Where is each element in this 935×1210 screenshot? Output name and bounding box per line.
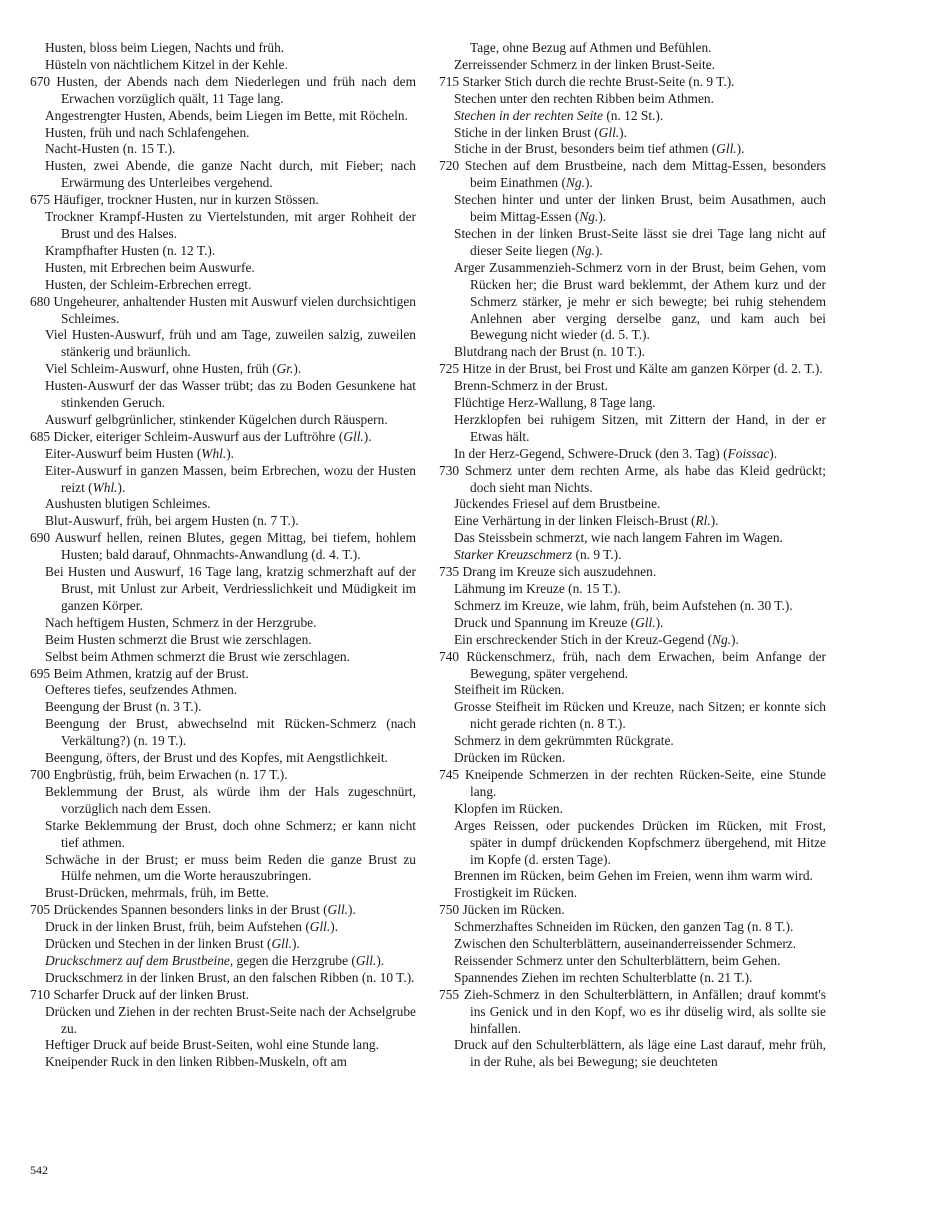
entry-text-end: ). [330,919,339,935]
entry-text-end: ). [376,952,385,968]
symptom-entry [30,125,416,142]
entry-text: Beklemmung der Brust, als würde ihm der Hals zugeschnürt, vorzüglich nach dem Essen. [45,783,416,816]
entry-text: Dicker, eiteriger Schleim-Auswurf aus der Luftröhre ( [53,428,344,444]
symptom-entry [30,74,416,108]
entry-text: Zieh-Schmerz in den Schulterblättern, in Anfällen; drauf kommt's ins Genick und in den Kopf, wo es ihr düselig wird, als sollte sie hinfallen. [463,986,826,1036]
entry-text: Zwischen den Schulterblättern, auseinanderreissender Schmerz. [454,936,797,952]
symptom-entry [439,767,826,801]
symptom-entry [30,108,416,125]
symptom-entry [439,564,826,581]
entry-text: Blutdrang nach der Brust (n. 10 T.). [454,344,646,360]
entry-text: Trockner Krampf-Husten zu Viertelstunden, mit arger Rohheit der Brust und des Halses. [45,209,416,241]
entry-text: Beim Athmen, kratzig auf der Brust. [53,665,249,681]
symptom-entry [30,40,416,57]
entry-text: Oefteres tiefes, seufzendes Athmen. [45,682,238,698]
entry-number: 680 [30,293,51,309]
entry-emphasis: Stechen in der rechten Seite [454,107,603,123]
entry-text: Beim Husten schmerzt die Brust wie zerschlagen. [45,631,312,647]
symptom-entry [30,767,416,784]
symptom-entry [30,987,416,1004]
entry-text: Heftiger Druck auf beide Brust-Seiten, wohl eine Stunde lang. [45,1037,379,1053]
symptom-entry [30,885,416,902]
entry-text: Beengung der Brust, abwechselnd mit Rücken-Schmerz (nach Verkältung?) (n. 19 T.). [45,716,416,749]
entry-text: Flüchtige Herz-Wallung, 8 Tage lang. [454,395,656,411]
entry-text: Eiter-Auswurf in ganzen Massen, beim Erbrechen, wozu der Husten reizt ( [45,462,416,495]
entry-number: 720 [439,158,460,174]
entry-text: Stiche in der Brust, besonders beim tief athmen ( [454,141,717,157]
entry-text: Lähmung im Kreuze (n. 15 T.). [454,581,621,596]
symptom-entry [30,158,416,192]
entry-text: Reissender Schmerz unter den Schulterblättern, beim Gehen. [454,952,781,968]
symptom-entry [439,682,826,699]
entry-text-end: ). [619,124,627,140]
entry-text: Husten, der Abends nach dem Niederlegen und früh nach dem Erwachen vorzüglich quält, 11 Tage lang. [56,73,416,106]
entry-number: 725 [439,361,460,377]
entry-source: Whl. [92,479,118,495]
entry-text: Viel Schleim-Auswurf, ohne Husten, früh ( [45,361,277,377]
entry-text: Viel Husten-Auswurf, früh und am Tage, zuweilen salzig, zuweilen stänkerig und bräunlich. [45,327,416,360]
entry-number: 715 [439,73,460,89]
entry-text-end: ). [584,175,593,191]
entry-text: Drücken und Ziehen in der rechten Brust-Seite nach der Achselgrube zu. [45,1003,416,1036]
entry-text: Stechen in der linken Brust-Seite lässt sie drei Tage lang nicht auf dieser Seite liegen ( [454,225,826,258]
symptom-entry [30,666,416,683]
entry-source: Ng. [712,631,732,647]
symptom-entry [439,818,826,869]
entry-number: 705 [30,902,51,918]
symptom-entry [439,141,826,158]
entry-text: Kneipender Ruck in den linken Ribben-Muskeln, oft am [45,1054,347,1070]
entry-text: Grosse Steifheit im Rücken und Kreuze, nach Sitzen; er konnte sich nicht gerade richten (n. 8 T.). [454,699,826,732]
symptom-entry [30,1004,416,1038]
entry-text-end: ). [655,614,664,630]
entry-text-end: ). [598,209,607,225]
symptom-entry [30,615,416,632]
symptom-entry [439,158,826,192]
entry-text: Eiter-Auswurf beim Husten ( [45,445,202,461]
entry-number: 690 [30,530,51,546]
entry-text-end: ). [363,428,372,444]
entry-text: Starker Stich durch die rechte Brust-Seite (n. 9 T.). [462,73,735,89]
entry-text: Ungeheurer, anhaltender Husten mit Auswurf vielen durchsichtigen Schleimes. [53,293,416,326]
symptom-entry [439,885,826,902]
entry-text: Eine Verhärtung in der linken Fleisch-Brust ( [454,513,696,529]
symptom-entry [439,598,826,615]
entry-text: Stechen auf dem Brustbeine, nach dem Mittag-Essen, besonders beim Einathmen ( [464,158,826,191]
entry-text: Tage, ohne Bezug auf Athmen und Befühlen. [470,40,712,55]
entry-text: Husten, bloss beim Liegen, Nachts und früh. [45,40,285,55]
entry-text: Schmerz in dem gekrümmten Rückgrate. [454,733,674,749]
entry-text: Angestrengter Husten, Abends, beim Liegen im Bette, mit Röcheln. [45,107,408,123]
entry-text: Drücken und Stechen in der linken Brust ( [45,936,272,952]
entry-text: Druckschmerz in der linken Brust, an den falschen Ribben (n. 10 T.). [45,969,415,985]
symptom-entry [30,378,416,412]
entry-number: 685 [30,428,51,444]
symptom-entry [439,513,826,530]
entry-text: Drückendes Spannen besonders links in der Brust ( [53,902,328,918]
symptom-entry [30,209,416,243]
entry-text: Hüsteln von nächtlichem Kitzel in der Kehle. [45,56,288,72]
symptom-entry [30,919,416,936]
symptom-entry [30,496,416,513]
entry-text: Blut-Auswurf, früh, bei argem Husten (n. 7 T.). [45,513,299,529]
entry-text: Brenn-Schmerz in der Brust. [454,378,608,394]
symptom-entry [30,784,416,818]
entry-text: Nach heftigem Husten, Schmerz in der Herzgrube. [45,614,317,630]
entry-text: Schmerzhaftes Schneiden im Rücken, den ganzen Tag (n. 8 T.). [454,919,794,935]
symptom-entry [30,412,416,429]
entry-text: Jückendes Friesel auf dem Brustbeine. [454,496,661,512]
entry-number: 745 [439,766,460,782]
page-number: 542 [30,1163,48,1177]
symptom-entry [30,682,416,699]
entry-source: Foissac [727,445,770,461]
entry-text: Das Steissbein schmerzt, wie nach langem Fahren im Wagen. [454,530,783,546]
entry-number: 710 [30,986,51,1002]
entry-text: Arger Zusammenzieh-Schmerz vorn in der Brust, beim Gehen, vom Rücken her; die Brust ward beklemmt, der Athem kurz und der Schmerz stärker, je mehr er sich bewegte; bei ruhig stehendem Anlehnen aber verging derselbe ganz, und kam auch bei Bewegung nicht wieder (d. 5. T.). [454,259,826,343]
right-column [439,40,826,1071]
entry-text: Auswurf gelbgrünlicher, stinkender Kügelchen durch Räuspern. [45,411,388,427]
symptom-entry [30,852,416,886]
entry-text: Bei Husten und Auswurf, 16 Tage lang, kratzig schmerzhaft auf der Brust, mit Unlust zur Arbeit, Verdriesslichkeit und Müdigkeit im ganzen Körper. [45,564,416,613]
symptom-entry [439,936,826,953]
entry-number: 750 [439,902,460,918]
entry-text: In der Herz-Gegend, Schwere-Druck (den 3. Tag) ( [454,445,728,461]
symptom-entry [439,919,826,936]
entry-number: 695 [30,665,51,681]
symptom-entry [30,936,416,953]
entry-source: Ng. [579,209,599,225]
symptom-entry [30,970,416,987]
entry-number: 700 [30,766,51,782]
entry-text: Aushusten blutigen Schleimes. [45,496,211,512]
entry-source: Gr. [276,361,294,377]
symptom-entry [439,868,826,885]
symptom-entry [30,513,416,530]
entry-source: Gll. [355,952,377,968]
symptom-entry [439,632,826,649]
symptom-entry [439,953,826,970]
symptom-entry [30,277,416,294]
symptom-entry [30,141,416,158]
entry-source: Rl. [695,513,711,529]
entry-source: Gll. [716,141,737,157]
entry-source: Ng. [575,242,595,258]
symptom-entry [439,446,826,463]
symptom-entry [30,953,416,970]
entry-text: Stiche in der linken Brust ( [454,124,599,140]
entry-text: Scharfer Druck auf der linken Brust. [53,986,250,1002]
symptom-entry [439,344,826,361]
symptom-entry [30,429,416,446]
entry-source: Ng. [565,175,585,191]
entry-text: Frostigkeit im Rücken. [454,885,578,901]
entry-text: Husten, früh und nach Schlafengehen. [45,124,250,140]
entry-text: Druck in der linken Brust, früh, beim Aufstehen ( [45,919,310,935]
symptom-entry [30,1037,416,1054]
symptom-entry [30,564,416,615]
symptom-entry [439,649,826,683]
symptom-entry [439,395,826,412]
symptom-entry [439,496,826,513]
entry-text: Engbrüstig, früh, beim Erwachen (n. 17 T.). [53,766,288,782]
entry-text: Schmerz im Kreuze, wie lahm, früh, beim Aufstehen (n. 30 T.). [454,597,793,613]
entry-source: Gll. [598,124,620,140]
entry-text: Arges Reissen, oder puckendes Drücken im Rücken, mit Frost, später in dumpf drückenden Kopfschmerz übergehend, mit Hitze im Kopfe (d. ersten Tage). [454,817,826,867]
symptom-entry [30,699,416,716]
symptom-entry [30,446,416,463]
symptom-entry [30,818,416,852]
entry-text-end: ). [348,902,356,918]
symptom-entry [439,463,826,497]
symptom-entry [439,970,826,987]
entry-text: Beengung, öfters, der Brust und des Kopfes, mit Aengstlichkeit. [45,750,388,766]
symptom-entry [439,412,826,446]
entry-text: Ein erschreckender Stich in der Kreuz-Gegend ( [454,631,713,647]
entry-text-end: ). [291,936,300,952]
entry-text-end: ). [769,445,778,461]
entry-number: 670 [30,73,51,89]
entry-text: Rückenschmerz, früh, nach dem Erwachen, beim Anfange der Bewegung, später vergehend. [466,648,826,681]
symptom-entry [30,192,416,209]
symptom-entry [439,750,826,767]
entry-text: Husten, der Schleim-Erbrechen erregt. [45,276,252,292]
symptom-entry [439,108,826,125]
entry-source: Gll. [309,919,331,935]
entry-text: Schmerz unter dem rechten Arme, als habe das Kleid gedrückt; doch sieht man Nichts. [464,462,826,495]
entry-text: Steifheit im Rücken. [454,682,565,698]
symptom-entry [30,243,416,260]
entry-text: Brust-Drücken, mehrmals, früh, im Bette. [45,885,269,901]
entry-number: 730 [439,462,460,478]
entry-text: Beengung der Brust (n. 3 T.). [45,699,202,715]
symptom-entry [30,750,416,767]
symptom-entry [439,530,826,547]
entry-text: Auswurf hellen, reinen Blutes, gegen Mittag, bei tiefem, hohlem Husten; bald darauf, Ohnmachts-Anwandlung (d. 4. T.). [54,530,417,563]
entry-text: Husten, mit Erbrechen beim Auswurfe. [45,259,255,275]
entry-text: Drang im Kreuze sich auszudehnen. [462,564,657,580]
entry-emphasis: Druckschmerz auf dem Brustbeine [45,952,230,968]
symptom-entry [439,57,826,74]
entry-text-end: ). [736,141,745,157]
symptom-entry [30,530,416,564]
entry-text-end: ). [117,479,126,495]
entry-number: 675 [30,192,51,208]
symptom-entry [439,902,826,919]
symptom-entry [439,547,826,564]
entry-text: Krampfhafter Husten (n. 12 T.). [45,242,216,258]
entry-text: Jücken im Rücken. [462,902,565,918]
entry-source: Gll. [343,428,364,444]
symptom-entry [30,902,416,919]
entry-text: Husten, zwei Abende, die ganze Nacht durch, mit Fieber; nach Erwärmung des Unterleibes vergehend. [45,158,416,191]
symptom-entry [439,192,826,226]
entry-text: Stechen unter den rechten Ribben beim Athmen. [454,90,714,106]
symptom-entry [30,632,416,649]
entry-source: Gll. [327,902,349,918]
symptom-entry [30,649,416,666]
symptom-entry [439,74,826,91]
symptom-entry [439,91,826,108]
entry-text: Herzklopfen bei ruhigem Sitzen, mit Zittern der Hand, in der er Etwas hält. [454,411,826,444]
entry-text: Druck und Spannung im Kreuze ( [454,614,636,630]
symptom-entry [439,987,826,1038]
entry-text: Stechen hinter und unter der linken Brust, beim Ausathmen, auch beim Mittag-Essen ( [454,192,826,225]
entry-text-end: ). [594,242,603,258]
entry-source: Whl. [201,445,227,461]
symptom-entry [30,327,416,361]
entry-text: Husten-Auswurf der das Wasser trübt; das zu Boden Gesunkene hat stinkenden Geruch. [45,378,416,411]
symptom-entry [30,57,416,74]
symptom-entry [439,260,826,345]
entry-text: Spannendes Ziehen im rechten Schulterblatte (n. 21 T.). [454,969,753,985]
symptom-entry [439,226,826,260]
entry-emphasis: Starker Kreuzschmerz [454,547,573,563]
symptom-entry [439,1037,826,1071]
entry-text-end: ). [710,513,719,529]
entry-text: Klopfen im Rücken. [454,800,563,816]
symptom-entry [30,716,416,750]
symptom-entry [439,125,826,142]
symptom-entry [439,801,826,818]
entry-text: Brennen im Rücken, beim Gehen im Freien, wenn ihm warm wird. [454,868,813,884]
entry-text: Selbst beim Athmen schmerzt die Brust wie zerschlagen. [45,648,350,664]
entry-text: Kneipende Schmerzen in der rechten Rücken-Seite, eine Stunde lang. [465,766,826,799]
symptom-entry [439,699,826,733]
symptom-entry [30,463,416,497]
symptom-entry [439,581,826,598]
entry-text-end: ). [226,445,235,461]
symptom-entry [30,361,416,378]
entry-text: Druck auf den Schulterblättern, als läge eine Last darauf, mehr früh, in der Ruhe, als bei Bewegung; sie deuchteten [454,1037,826,1070]
symptom-entry [439,615,826,632]
entry-text: Zerreissender Schmerz in der linken Brust-Seite. [454,56,716,72]
entry-source: Gll. [271,936,292,952]
symptom-entry [30,1054,416,1071]
entry-text: Drücken im Rücken. [454,750,566,766]
entry-text: Schwäche in der Brust; er muss beim Reden die ganze Brust zu Hülfe nehmen, um die Worte herauszubringen. [45,851,416,884]
entry-text: (n. 12 St.). [602,107,664,123]
entry-text: (n. 9 T.). [572,547,622,563]
entry-number: 735 [439,564,460,580]
entry-text-end: ). [731,631,739,647]
entry-number: 740 [439,648,460,664]
entry-text: Nacht-Husten (n. 15 T.). [45,141,176,157]
entry-text: Starke Beklemmung der Brust, doch ohne Schmerz; er kann nicht tief athmen. [45,817,416,850]
entry-number: 755 [439,986,460,1002]
symptom-entry [439,361,826,378]
symptom-entry [30,294,416,328]
entry-source: Gll. [635,614,656,630]
symptom-entry [439,733,826,750]
entry-text: Hitze in der Brust, bei Frost und Kälte am ganzen Körper (d. 2. T.). [462,361,823,377]
entry-text: Häufiger, trockner Husten, nur in kurzen Stössen. [53,192,319,208]
entry-text-end: ). [293,361,302,377]
symptom-entry [30,260,416,277]
left-column [30,40,416,1071]
symptom-entry [439,378,826,395]
symptom-entry [439,40,826,57]
entry-text: , gegen die Herzgrube ( [229,952,356,968]
